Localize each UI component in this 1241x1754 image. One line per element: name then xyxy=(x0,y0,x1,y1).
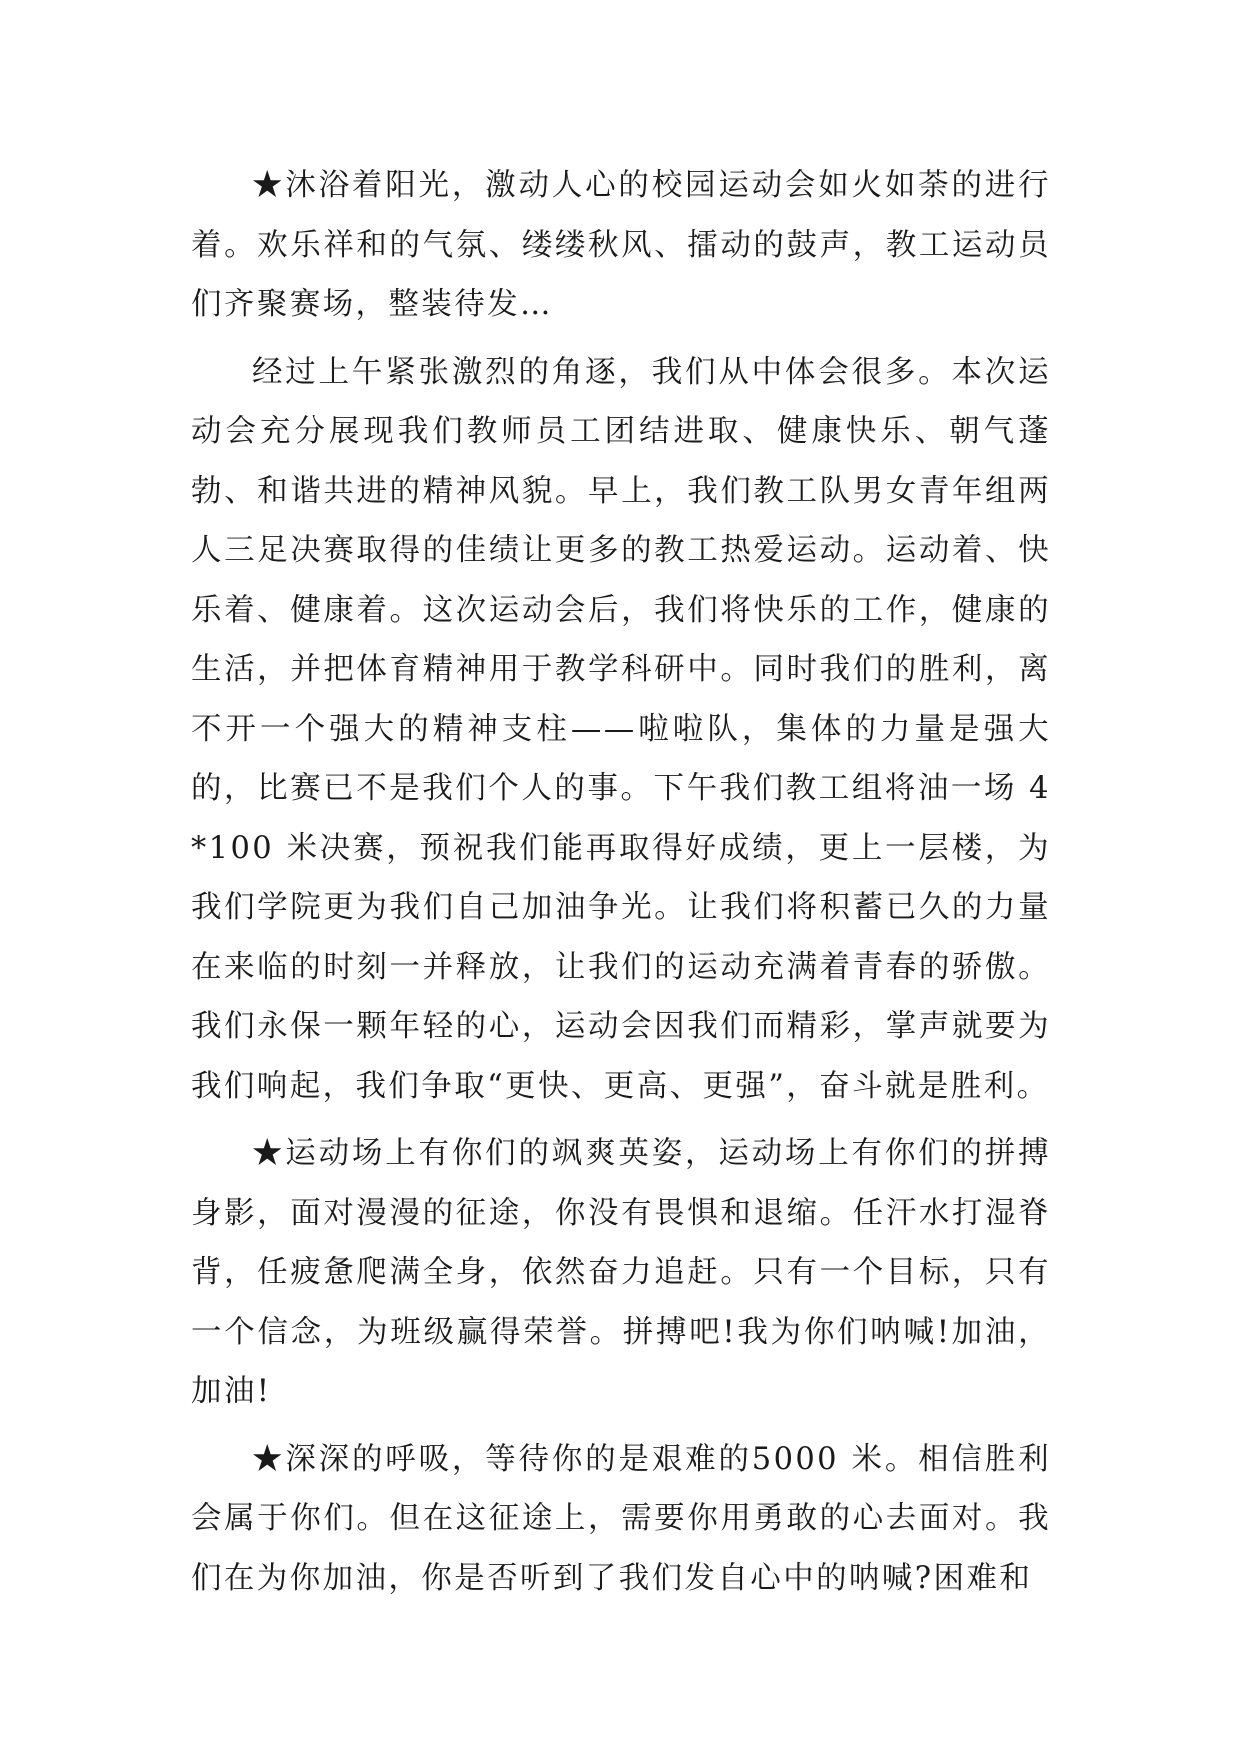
document-body xyxy=(191,156,1051,1608)
paragraph-3: ★运动场上有你们的飒爽英姿，运动场上有你们的拼搏身影，面对漫漫的征途，你没有畏惧和退缩。任汗水打湿脊背，任疲惫爬满全身，依然奋力追赶。只有一个目标，只有一个信念，为班级赢得荣誉。拼搏吧!我为你们呐喊!加油，加油! xyxy=(191,1136,1051,1409)
paragraph-1: ★沐浴着阳光，激动人心的校园运动会如火如荼的进行着。欢乐祥和的气氛、缕缕秋风、擂动的鼓声，教工运动员们齐聚赛场，整装待发… xyxy=(191,168,1051,322)
paragraph-4: ★深深的呼吸，等待你的是艰难的5000 米。相信胜利会属于你们。但在这征途上，需要你用勇敢的心去面对。我们在为你加油，你是否听到了我们发自心中的呐喊?困难和 xyxy=(191,1441,1051,1596)
paragraph-2: 经过上午紧张激烈的角逐，我们从中体会很多。本次运动会充分展现我们教师员工团结进取、健康快乐、朝气蓬勃、和谐共进的精神风貌。早上，我们教工队男女青年组两人三足决赛取得的佳绩让更多的教工热爱运动。运动着、快乐着、健康着。这次运动会后，我们将快乐的工作，健康的生活，并把体育精神用于教学科研中。同时我们的胜利，离不开一个强大的精神支柱——啦啦队，集体的力量是强大的，比赛已不是我们个人的事。下午我们教工组将油一场 4*100 米决赛，预祝我们能再取得好成绩，更上一层楼，为我们学院更为我们自己加油争光。让我们将积蓄已久的力量在来临的时刻一并释放，让我们的运动充满着青春的骄傲。我们永保一颗年轻的心，运动会因我们而精彩，掌声就要为我们响起，我们争取“更快、更高、更强”，奋斗就是胜利。 xyxy=(191,354,1051,1104)
